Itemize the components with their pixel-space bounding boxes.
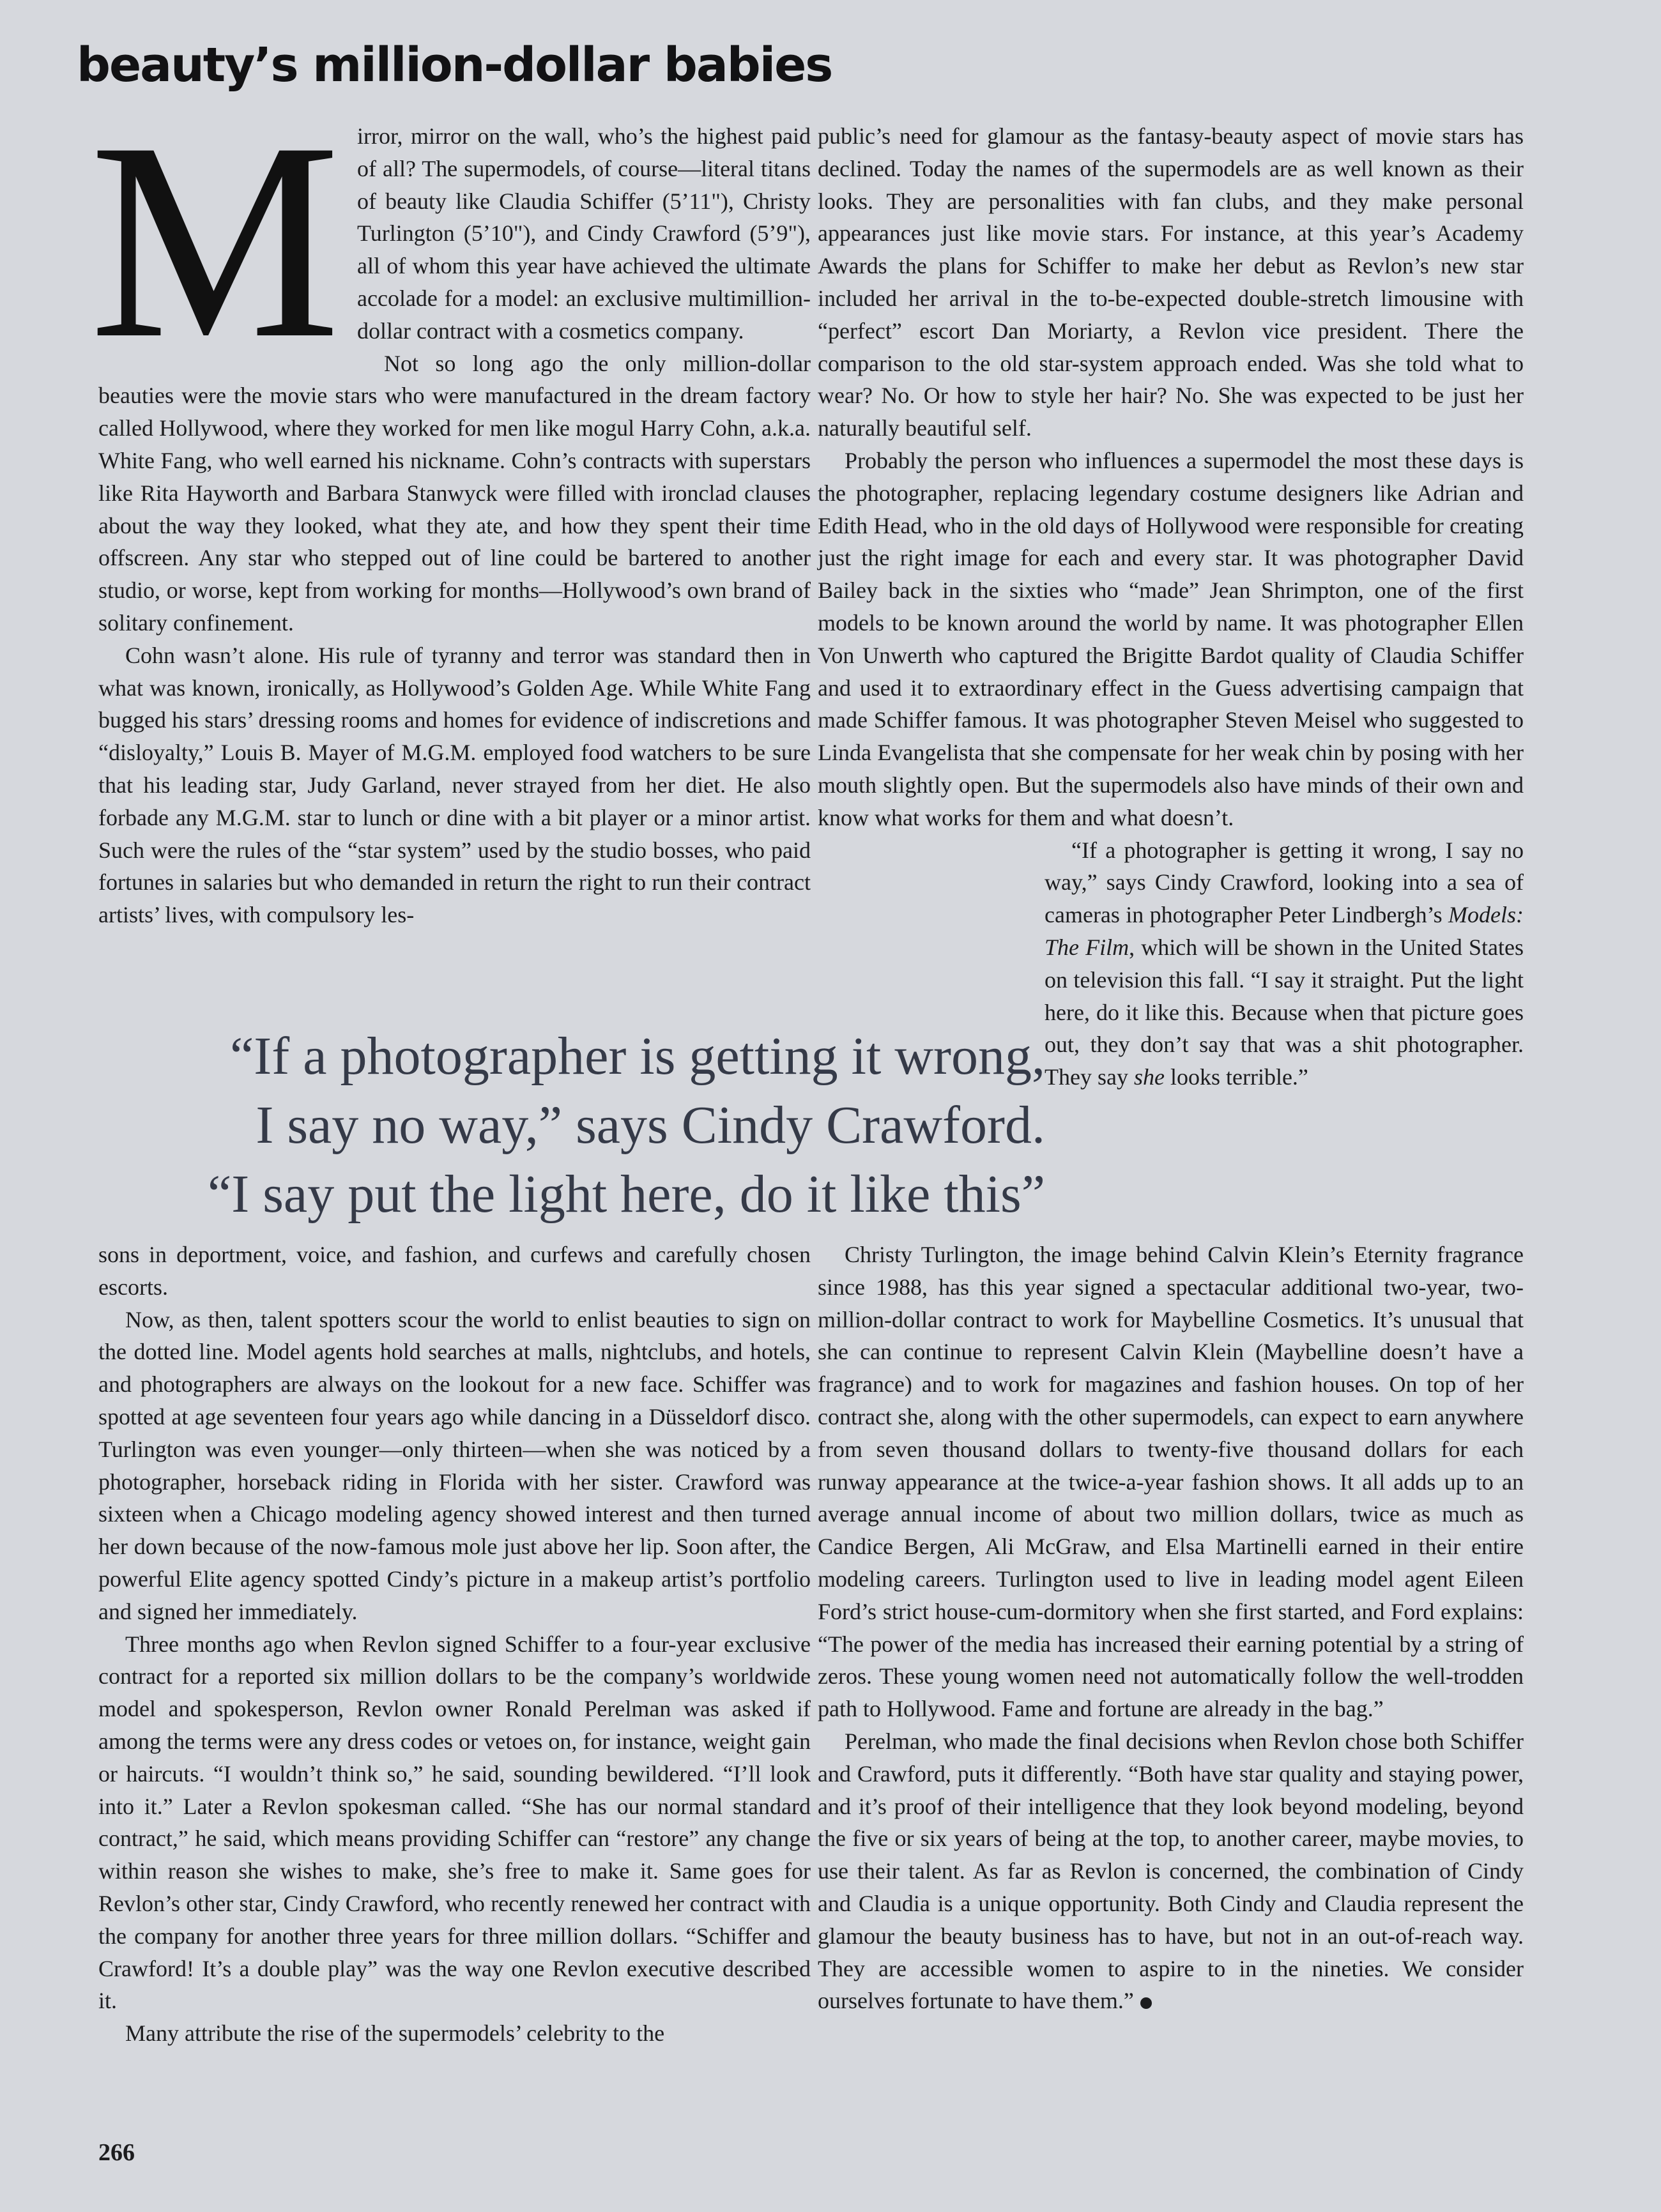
paragraph: Probably the person who influences a supermodel the most these days is the photographer, replacing legendary costume designers like Adrian and Edith Head, who in the old days of Hollywood were responsible for creating just the right image for each and every star. It was photographer David Bailey back in the sixties who “made” Jean Shrimpton, one of the first models to be known around the world by name. It was photographer Ellen Von Unwerth who captured the Brigitte Bardot quality of Claudia Schiffer and used it to extraordinary effect in the Guess advertising campaign that made Schiffer famous. It was photographer Steven Meisel who suggested to Linda Evangelista that she compensate for her weak chin by posing with her mouth slightly open. But the supermodels also have minds of their own and know what works for them and what doesn’t. xyxy=(818,447,1524,830)
pull-quote-line: “I say put the light here, do it like this” xyxy=(207,1164,1045,1224)
column-4 xyxy=(818,1239,1524,2107)
pull-quote-line: I say no way,” says Cindy Crawford. xyxy=(256,1095,1045,1155)
drop-cap: M xyxy=(89,84,341,397)
column-1 xyxy=(89,84,811,931)
paragraph: Christy Turlington, the image behind Calvin Klein’s Eternity fragrance since 1988, has this year signed a spectacular additional two-year, two-million-dollar contract to work for Maybelline Cosmetics. It’s unusual that she can continue to represent Calvin Klein (Maybelline doesn’t have a fragrance) and to work for magazines and fashion houses. On top of her contract she, along with the other supermodels, can expect to earn anywhere from seven thousand dollars to twenty-five thousand dollars for each runway appearance at the twice-a-year fashion shows. It all adds up to an average annual income of about two million dollars, twice as much as Candice Bergen, Ali McGraw, and Elsa Martinelli earned in their entire modeling careers. Turlington used to live in leading model agent Eileen Ford’s strict house-cum-dormitory when she first started, and Ford explains: “The power of the media has increased their earning potential by a string of zeros. These young women need not automatically follow the well-trodden path to Hollywood. Fame and fortune are already in the bag.” xyxy=(818,1242,1524,1722)
end-mark-icon xyxy=(1140,1997,1152,2009)
paragraph: “If a photographer is getting it wrong, I say no way,” says Cindy Crawford, looking into a sea of cameras in photographer Peter Lindbergh’s Models: The Film, which will be shown in the United States on television this fall. “I say it straight. Put the light here, do it like this. Because when that picture goes out, they don’t say that was a shit photographer. They say she looks terrible.” xyxy=(1045,837,1524,1090)
paragraph: Many attribute the rise of the supermodels’ celebrity to the xyxy=(125,2020,665,2047)
headline: beauty’s million-dollar babies xyxy=(77,38,832,93)
pull-quote xyxy=(36,1022,1045,1229)
paragraph: sons in deportment, voice, and fashion, and curfews and carefully chosen escorts. xyxy=(98,1242,811,1300)
paragraph: Now, as then, talent spotters scour the world to enlist beauties to sign on the dotted line. Model agents hold searches at malls, nightclubs, and hotels, and photographers are always on the lookout for a new face. Schiffer was spotted at age seventeen four years ago while dancing in a Düsseldorf disco. Turlington was even younger—only thirteen—when she was noticed by a photographer, horseback riding in Florida with her sister. Crawford was sixteen when a Chicago modeling agency showed interest and then turned her down because of the now-famous mole just above her lip. Soon after, the powerful Elite agency spotted Cindy’s picture in a makeup artist’s portfolio and signed her immediately. xyxy=(98,1306,811,1624)
page-number: 266 xyxy=(98,2139,135,2166)
closing-text: Perelman, who made the final decisions when Revlon chose both Schiffer and Crawford, puts it differently. “Both have star quality and staying power, and it’s proof of their intelligence that they look beyond modeling, beyond the five or six years of being at the top, to another career, maybe movies, to use their talent. As far as Revlon is concerned, the combination of Cindy and Claudia is a unique opportunity. Both Cindy and Claudia represent the glamour the beauty business has to have, but not in an out-of-reach way. They are accessible women to aspire to in the nineties. We consider ourselves fortunate to have them.” xyxy=(818,1728,1524,2014)
paragraph: public’s need for glamour as the fantasy-beauty aspect of movie stars has declined. Today the names of the supermodels are as well known as their looks. They are personalities with fan clubs, and they make personal appearances just like movie stars. For instance, at this year’s Academy Awards the plans for Schiffer to make her debut as Revlon’s new star included her arrival in the to-be-expected double-stretch limousine with “perfect” escort Dan Moriarty, a Revlon vice president. There the comparison to the old star-system approach ended. Was she told what to wear? No. Or how to style her hair? No. She was expected to be just her naturally beautiful self. xyxy=(818,123,1524,441)
column-3 xyxy=(98,1239,811,2101)
paragraph: Not so long ago the only million-dollar beauties were the movie stars who were manufactured in the dream factory called Hollywood, where they worked for men like mogul Harry Cohn, a.k.a. White Fang, who well earned his nickname. Cohn’s contracts with superstars like Rita Hayworth and Barbara Stanwyck were filled with ironclad clauses about the way they looked, what they ate, and how they spent their time offscreen. Any star who stepped out of line could be bartered to another studio, or worse, kept from working for months—Hollywood’s own brand of solitary confinement. xyxy=(98,350,811,636)
opening-text: irror, mirror on the wall, who’s the highest paid of all? The supermodels, of course—literal titans of beauty like Claudia Schiffer (5’11"), Christy Turlington (5’10"), and Cindy Crawford (5’9"), all of whom this year have achieved the ultimate accolade for a model: an exclusive multimillion-dollar contract with a cosmetics company. xyxy=(357,123,811,344)
opening-paragraph xyxy=(89,84,811,397)
paragraph xyxy=(818,1725,1524,2017)
paragraph: Cohn wasn’t alone. His rule of tyranny and terror was standard then in what was known, ironically, as Hollywood’s Golden Age. While White Fang bugged his stars’ dressing rooms and homes for evidence of indiscretions and “disloyalty,” Louis B. Mayer of M.G.M. employed food watchers to be sure that his leading star, Judy Garland, never strayed from her diet. He also forbade any M.G.M. star to lunch or dine with a bit player or a minor artist. Such were the rules of the “star system” used by the studio bosses, who paid fortunes in salaries but who demanded in return the right to run their contract artists’ lives, with compulsory les- xyxy=(98,642,811,928)
pull-quote-line: “If a photographer is getting it wrong, xyxy=(230,1026,1045,1086)
paragraph: Three months ago when Revlon signed Schiffer to a four-year exclusive contract for a reported six million dollars to be the company’s worldwide model and spokesperson, Revlon owner Ronald Perelman was asked if among the terms were any dress codes or vetoes on, for instance, weight gain or haircuts. “I wouldn’t think so,” he said, sounding bewildered. “I’ll look into it.” Later a Revlon spokesman called. “She has our normal standard contract,” he said, which means providing Schiffer can “restore” any change within reason she wishes to make, she’s free to make it. Same goes for Revlon’s other star, Cindy Crawford, who recently renewed her contract with the company for another three years for three million dollars. “Schiffer and Crawford! It’s a double play” was the way one Revlon executive described it. xyxy=(98,1631,811,2014)
